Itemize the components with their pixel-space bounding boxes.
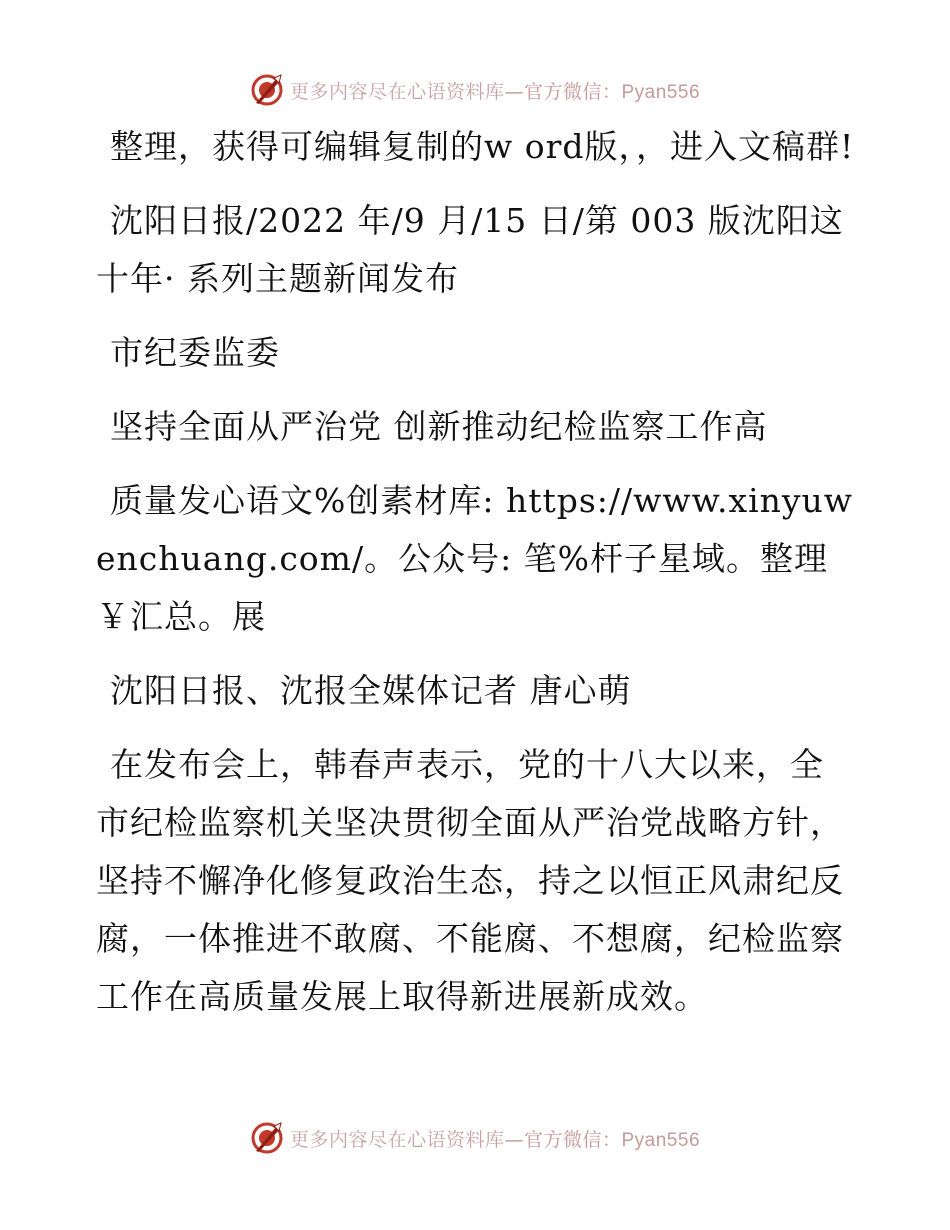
banner-separator: —: [504, 80, 524, 103]
paragraph-byline: 沈阳日报、沈报全媒体记者 唐心萌: [110, 671, 632, 710]
banner-main-text: 更多内容尽在心语资料库: [289, 80, 505, 103]
banner-wechat-id: Pyan556: [621, 1129, 701, 1151]
quill-circle-logo-icon: [250, 73, 284, 107]
paragraph-source: 沈阳日报/2022 年/9 月/15 日/第 003 版沈阳这十年· 系列主题新闻发布: [96, 201, 844, 298]
paragraph-body: 在发布会上，韩春声表示，党的十八大以来，全市纪检监察机关坚决贯彻全面从严治党战略方针，坚持不懈净化修复政治生态，持之以恒正风肃纪反腐，一体推进不敢腐、不能腐、不想腐，纪检监察工作在高质量发展上取得新进展新成效。: [96, 745, 844, 1016]
banner-main-text: 更多内容尽在心语资料库: [289, 1128, 505, 1151]
banner-wechat-label: 官方微信：: [523, 1128, 622, 1151]
document-body: [96, 118, 856, 1042]
paragraph-watermark-note: 质量发心语文%创素材库: https://www.xinyuwenchuang.com/。公众号: 笔%杆子星域。整理￥汇总。展: [96, 481, 854, 636]
banner-wechat-label: 官方微信：: [523, 80, 622, 103]
footer-banner-text: [290, 1125, 700, 1152]
header-banner: [0, 70, 950, 110]
header-banner-text: [290, 77, 700, 104]
banner-separator: —: [504, 1128, 524, 1151]
paragraph-headline: 坚持全面从严治党 创新推动纪检监察工作高: [110, 407, 768, 446]
paragraph-intro: 整理，获得可编辑复制的w ord版，，进入文稿群!: [110, 127, 855, 166]
quill-circle-logo-icon: [250, 1121, 284, 1155]
footer-banner: [0, 1118, 950, 1158]
banner-wechat-id: Pyan556: [621, 81, 701, 103]
paragraph-department: 市纪委监委: [110, 333, 280, 372]
